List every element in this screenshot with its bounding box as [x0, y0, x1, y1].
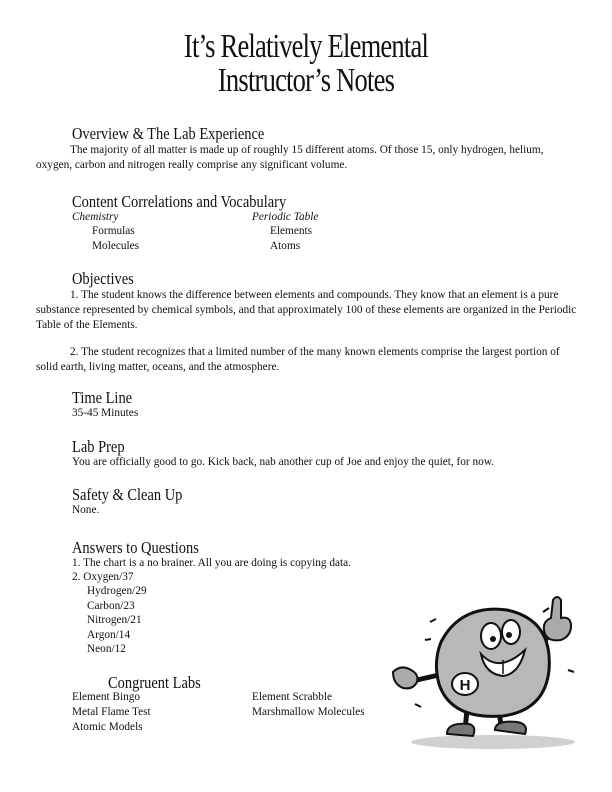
lab-element-bingo: Element Bingo: [72, 691, 141, 703]
timeline-text: 35-45 Minutes: [72, 407, 139, 419]
answer-neon: Neon/12: [87, 643, 126, 655]
vocab-elements: Elements: [270, 225, 313, 237]
labprep-text: You are officially good to go. Kick back, nab another cup of Joe and enjoy the quiet, for now.: [72, 456, 495, 468]
overview-heading: Overview & The Lab Experience: [72, 124, 265, 143]
answers-heading: Answers to Questions: [72, 538, 199, 557]
page-title-line-2: Instructor’s Notes: [217, 62, 395, 99]
periodic-table-label: Periodic Table: [252, 211, 319, 223]
page-title-line-1: It’s Relatively Elemental: [183, 28, 429, 65]
overview-text: The majority of all matter is made up of roughly 15 different atoms. Of those 15, only hydrogen, helium, oxygen, carbon and nitrogen really comprise any significant volume.: [36, 144, 544, 171]
objective-2: 2. The student recognizes that a limited number of the many known elements comprise the largest portion of solid earth, living matter, oceans, and the atmosphere.: [36, 346, 560, 373]
answer-2: 2. Oxygen/37: [72, 571, 134, 583]
answer-1: 1. The chart is a no brainer. All you are doing is copying data.: [72, 557, 352, 569]
answer-nitrogen: Nitrogen/21: [87, 614, 142, 626]
atom-mascot-illustration: [385, 592, 585, 752]
vocab-atoms: Atoms: [270, 240, 301, 252]
lab-atomic-models: Atomic Models: [72, 721, 143, 733]
lab-marshmallow-molecules: Marshmallow Molecules: [252, 706, 365, 718]
safety-text: None.: [72, 504, 100, 516]
answer-hydrogen: Hydrogen/29: [87, 585, 147, 597]
answer-carbon: Carbon/23: [87, 600, 135, 612]
vocab-molecules: Molecules: [92, 240, 140, 252]
timeline-heading: Time Line: [72, 388, 133, 407]
lab-metal-flame-test: Metal Flame Test: [72, 706, 151, 718]
mascot-badge-letter: H: [459, 677, 471, 694]
congruent-heading: Congruent Labs: [108, 673, 201, 692]
vocab-formulas: Formulas: [92, 225, 135, 237]
chemistry-label: Chemistry: [72, 211, 119, 223]
labprep-heading: Lab Prep: [72, 437, 125, 456]
safety-heading: Safety & Clean Up: [72, 485, 183, 504]
answer-argon: Argon/14: [87, 629, 131, 641]
content-heading: Content Correlations and Vocabulary: [72, 192, 287, 211]
objective-1: 1. The student knows the difference between elements and compounds. They know that an element is a pure substance represented by chemical symbols, and that approximately 100 of these elements are organized in the Periodic Table of the Elements.: [36, 289, 577, 331]
objectives-heading: Objectives: [72, 269, 134, 288]
lab-element-scrabble: Element Scrabble: [252, 691, 332, 703]
